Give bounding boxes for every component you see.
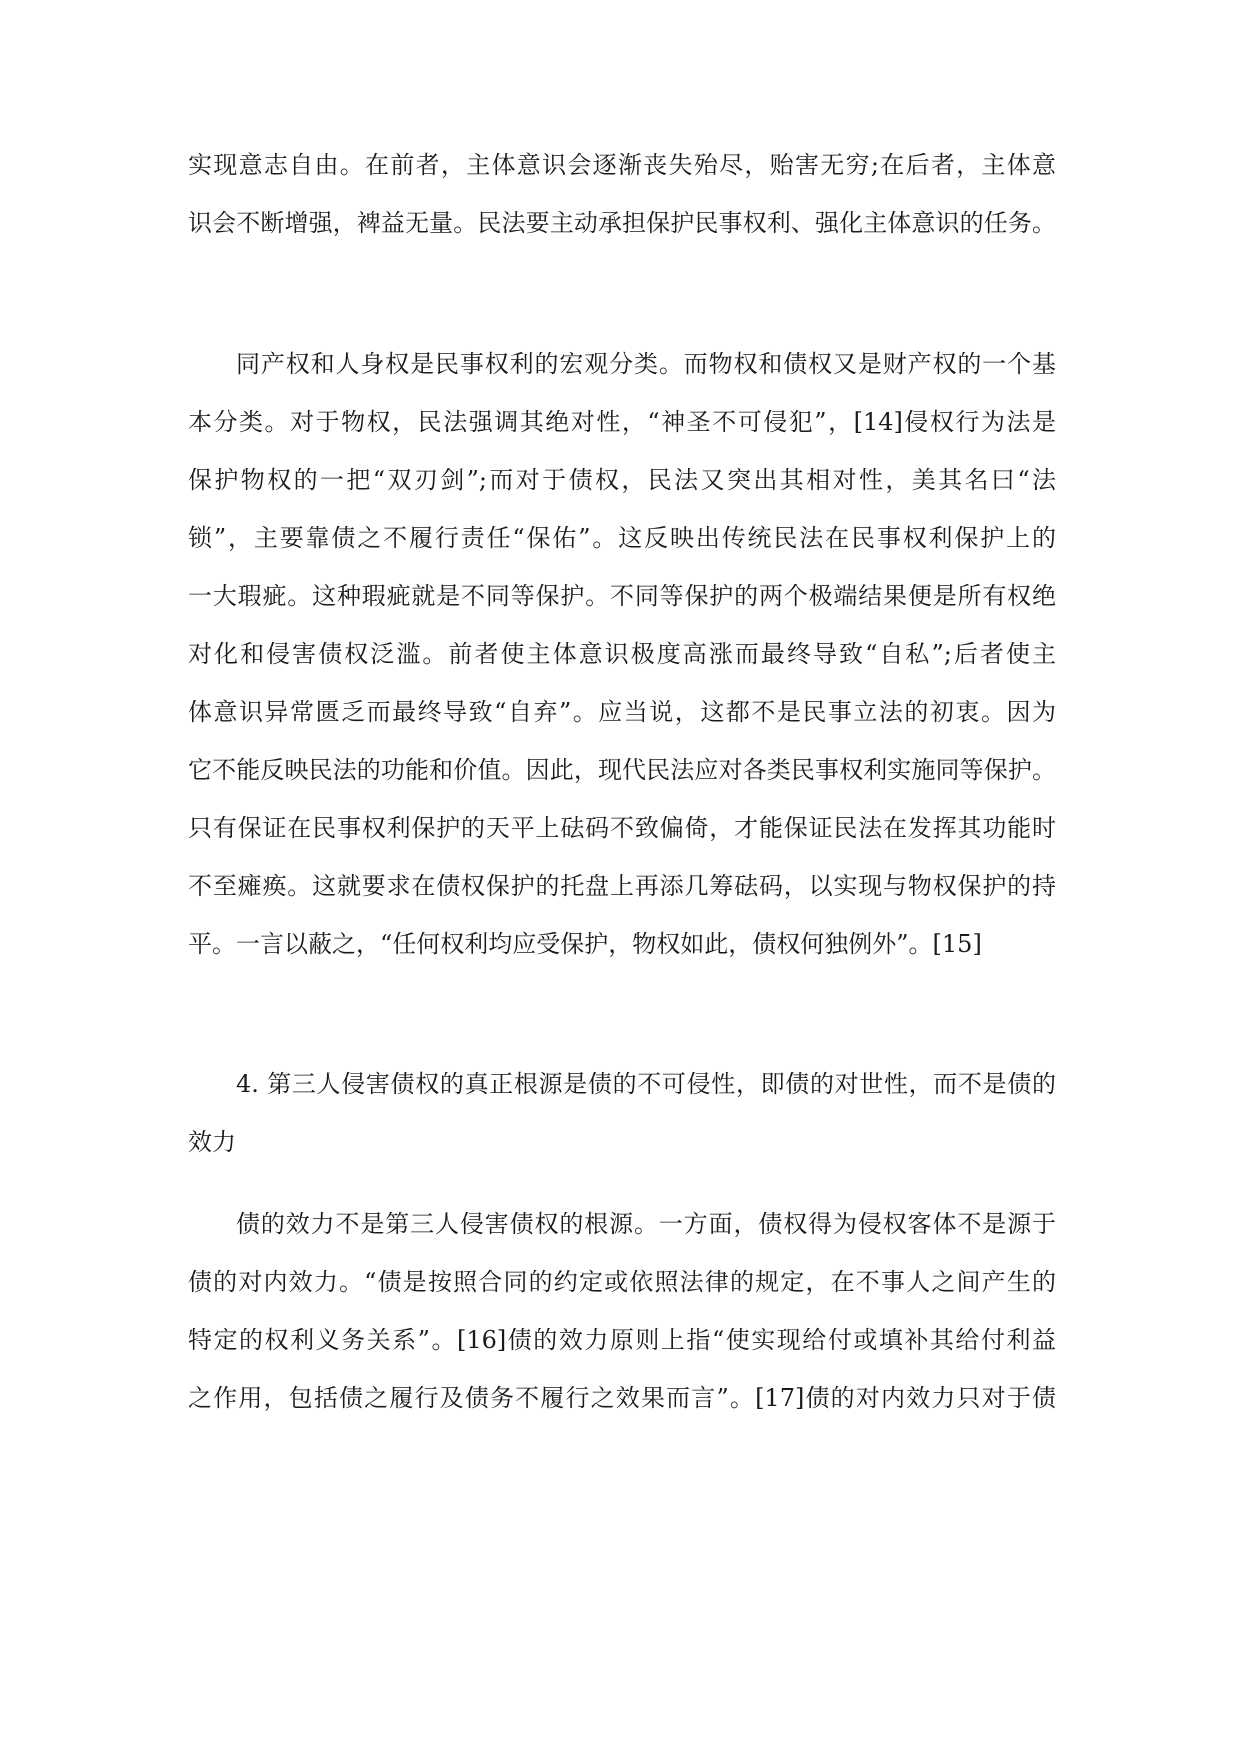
paragraph-2-line-11: 平。一言以蔽之，“任何权利均应受保护，物权如此，债权何独例外”。[15]: [188, 930, 982, 958]
paragraph-1-line-1: 实现意志自由。在前者，主体意识会逐渐丧失殆尽，贻害无穷;在后者，主体意: [188, 151, 1056, 179]
section-heading-line-2: 效力: [188, 1128, 236, 1156]
paragraph-2-line-6: 对化和侵害债权泛滥。前者使主体意识极度高涨而最终导致“自私”;后者使主: [188, 640, 1056, 668]
section-heading-line-1: 4. 第三人侵害债权的真正根源是债的不可侵性，即债的对世性，而不是债的: [236, 1070, 1056, 1098]
paragraph-2-line-10: 不至瘫痪。这就要求在债权保护的托盘上再添几筹砝码，以实现与物权保护的持: [188, 872, 1056, 900]
paragraph-1-line-2: 识会不断增强，裨益无量。民法要主动承担保护民事权利、强化主体意识的任务。: [188, 209, 1056, 237]
paragraph-2-line-1: 同产权和人身权是民事权利的宏观分类。而物权和债权又是财产权的一个基: [236, 350, 1056, 378]
paragraph-2-line-8: 它不能反映民法的功能和价值。因此，现代民法应对各类民事权利实施同等保护。: [188, 756, 1056, 784]
paragraph-2-line-3: 保护物权的一把“双刃剑”;而对于债权，民法又突出其相对性，美其名曰“法: [188, 466, 1056, 494]
paragraph-4-line-1: 债的效力不是第三人侵害债权的根源。一方面，债权得为侵权客体不是源于: [236, 1210, 1056, 1238]
paragraph-2-line-9: 只有保证在民事权利保护的天平上砝码不致偏倚，才能保证民法在发挥其功能时: [188, 814, 1056, 842]
paragraph-2-line-4: 锁”，主要靠债之不履行责任“保佑”。这反映出传统民法在民事权利保护上的: [188, 524, 1056, 552]
paragraph-2-line-5: 一大瑕疵。这种瑕疵就是不同等保护。不同等保护的两个极端结果便是所有权绝: [188, 582, 1056, 610]
paragraph-4-line-2: 债的对内效力。“债是按照合同的约定或依照法律的规定，在不事人之间产生的: [188, 1268, 1056, 1296]
paragraph-4-line-3: 特定的权利义务关系”。[16]债的效力原则上指“使实现给付或填补其给付利益: [188, 1326, 1056, 1354]
paragraph-2-line-2: 本分类。对于物权，民法强调其绝对性，“神圣不可侵犯”，[14]侵权行为法是: [188, 408, 1056, 436]
paragraph-4-line-4: 之作用，包括债之履行及债务不履行之效果而言”。[17]债的对内效力只对于债: [188, 1384, 1056, 1412]
paragraph-2-line-7: 体意识异常匮乏而最终导致“自弃”。应当说，这都不是民事立法的初衷。因为: [188, 698, 1056, 726]
